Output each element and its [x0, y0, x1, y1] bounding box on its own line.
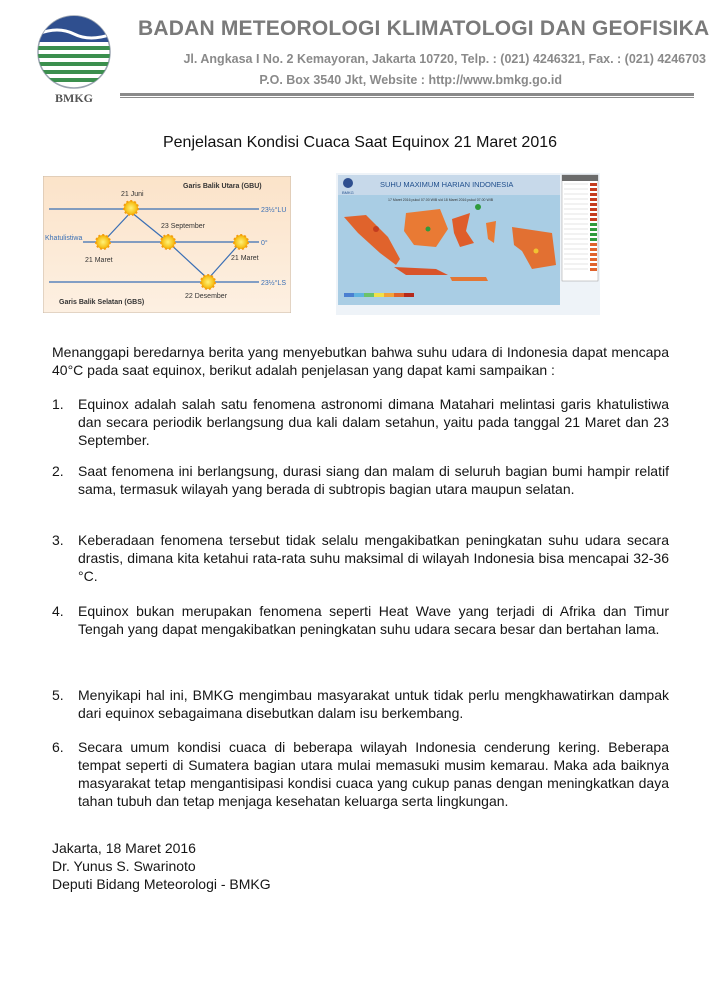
map-title: SUHU MAXIMUM HARIAN INDONESIA: [380, 180, 514, 189]
list-item-text: Keberadaan fenomena tersebut tidak selalu mengakibatkan peningkatan suhu udara secara drastis, dimana kita ketahui rata-rata suhu maksimal di wilayah Indonesia bisa mencapai 32-36 °C.: [78, 532, 669, 584]
khatulistiwa-label: Khatulistiwa: [45, 235, 83, 242]
list-item: [52, 395, 669, 449]
map-colorbar: [344, 293, 414, 297]
header-rule-thin: [120, 97, 694, 98]
document-title: Penjelasan Kondisi Cuaca Saat Equinox 21 Maret 2016: [162, 134, 558, 151]
list-item-text: Saat fenomena ini berlangsung, durasi siang dan malam di seluruh bagian bumi hampir relatif sama, termasuk wilayah yang berada di subtropis bagian utara maupun selatan.: [78, 463, 669, 497]
maret-right-label: 21 Maret: [231, 255, 259, 262]
juni-label: 21 Juni: [121, 191, 144, 198]
lu-label: 23½°LU: [261, 207, 287, 214]
list-item-number: 4.: [52, 603, 64, 619]
organization-contact: P.O. Box 3540 Jkt, Website : http://www.bmkg.go.id: [259, 73, 562, 87]
maret-left-label: 21 Maret: [85, 257, 113, 264]
gbs-label: Garis Balik Selatan (GBS): [59, 299, 145, 306]
temperature-map: [336, 173, 600, 315]
sun-icon: [161, 235, 175, 249]
organization-address: Jl. Angkasa I No. 2 Kemayoran, Jakarta 10720, Telp. : (021) 4246321, Fax. : (021) 4246703: [183, 52, 706, 66]
list-item-text: Equinox adalah salah satu fenomena astronomi dimana Matahari melintasi garis khatulistiwa dan secara periodik berlangsung dua kali dalam setahun, yaitu pada tanggal 21 Maret dan 23 September.: [78, 396, 669, 448]
list-item-text: Secara umum kondisi cuaca di beberapa wilayah Indonesia cenderung kering. Beberapa tempat seperti di Sumatera bagian utara mulai memasuki musim kemarau. Maka ada baiknya masyarakat tetap mengantisipasi kondisi cuaca yang cukup panas dengan meningkatkan daya tahan tubuh dan tetap menjaga kesehatan keluarga serta lingkungan.: [78, 739, 669, 809]
logo-text: BMKG: [55, 91, 93, 105]
list-item: [52, 531, 669, 585]
list-item: [52, 738, 669, 810]
svg-text:BMKG: BMKG: [342, 190, 354, 195]
intro-paragraph: Menanggapi beredarnya berita yang menyebutkan bahwa suhu udara di Indonesia dapat mencapa 40°C pada saat equinox, berikut adalah penjelasan yang dapat kami sampaikan :: [52, 344, 669, 378]
equinox-diagram: [43, 176, 291, 313]
map-subtitle: 17 Maret 2016 pukul 07.00 WIB s/d 18 Maret 2016 pukul 07.00 WIB: [388, 198, 494, 202]
ls-label: 23½°LS: [261, 280, 286, 287]
sun-icon: [96, 235, 110, 249]
desember-label: 22 Desember: [185, 293, 228, 300]
list-item-number: 2.: [52, 463, 64, 479]
list-item-number: 6.: [52, 739, 64, 755]
list-item: [52, 686, 669, 722]
list-item-text: Equinox bukan merupakan fenomena seperti Heat Wave yang terjadi di Afrika dan Timur Tengah yang dapat mengakibatkan peningkatan suhu udara secara besar dan bertahan lama.: [78, 603, 669, 637]
list-item-text: Menyikapi hal ini, BMKG mengimbau masyarakat untuk tidak perlu mengkhawatirkan dampak dari equinox sebagaimana disebutkan dalam isu berkembang.: [78, 687, 669, 721]
september-label: 23 September: [161, 223, 205, 230]
list-item-number: 1.: [52, 396, 64, 412]
equator-degree-label: 0°: [261, 240, 268, 247]
signature-position: Deputi Bidang Meteorologi - BMKG: [52, 876, 271, 892]
header-rule-thick: [120, 93, 694, 96]
list-item: [52, 602, 669, 638]
gbu-label: Garis Balik Utara (GBU): [183, 183, 262, 190]
map-legend-table: [562, 175, 598, 281]
signature-name: Dr. Yunus S. Swarinoto: [52, 858, 196, 874]
sun-icon: [201, 275, 215, 289]
sun-icon: [124, 201, 138, 215]
list-item-number: 3.: [52, 532, 64, 548]
signature-place-date: Jakarta, 18 Maret 2016: [52, 840, 196, 856]
list-item: [52, 462, 669, 498]
sun-icon: [234, 235, 248, 249]
organization-name: BADAN METEOROLOGI KLIMATOLOGI DAN GEOFISIKA: [138, 17, 710, 40]
bmkg-logo: [33, 12, 115, 106]
list-item-number: 5.: [52, 687, 64, 703]
